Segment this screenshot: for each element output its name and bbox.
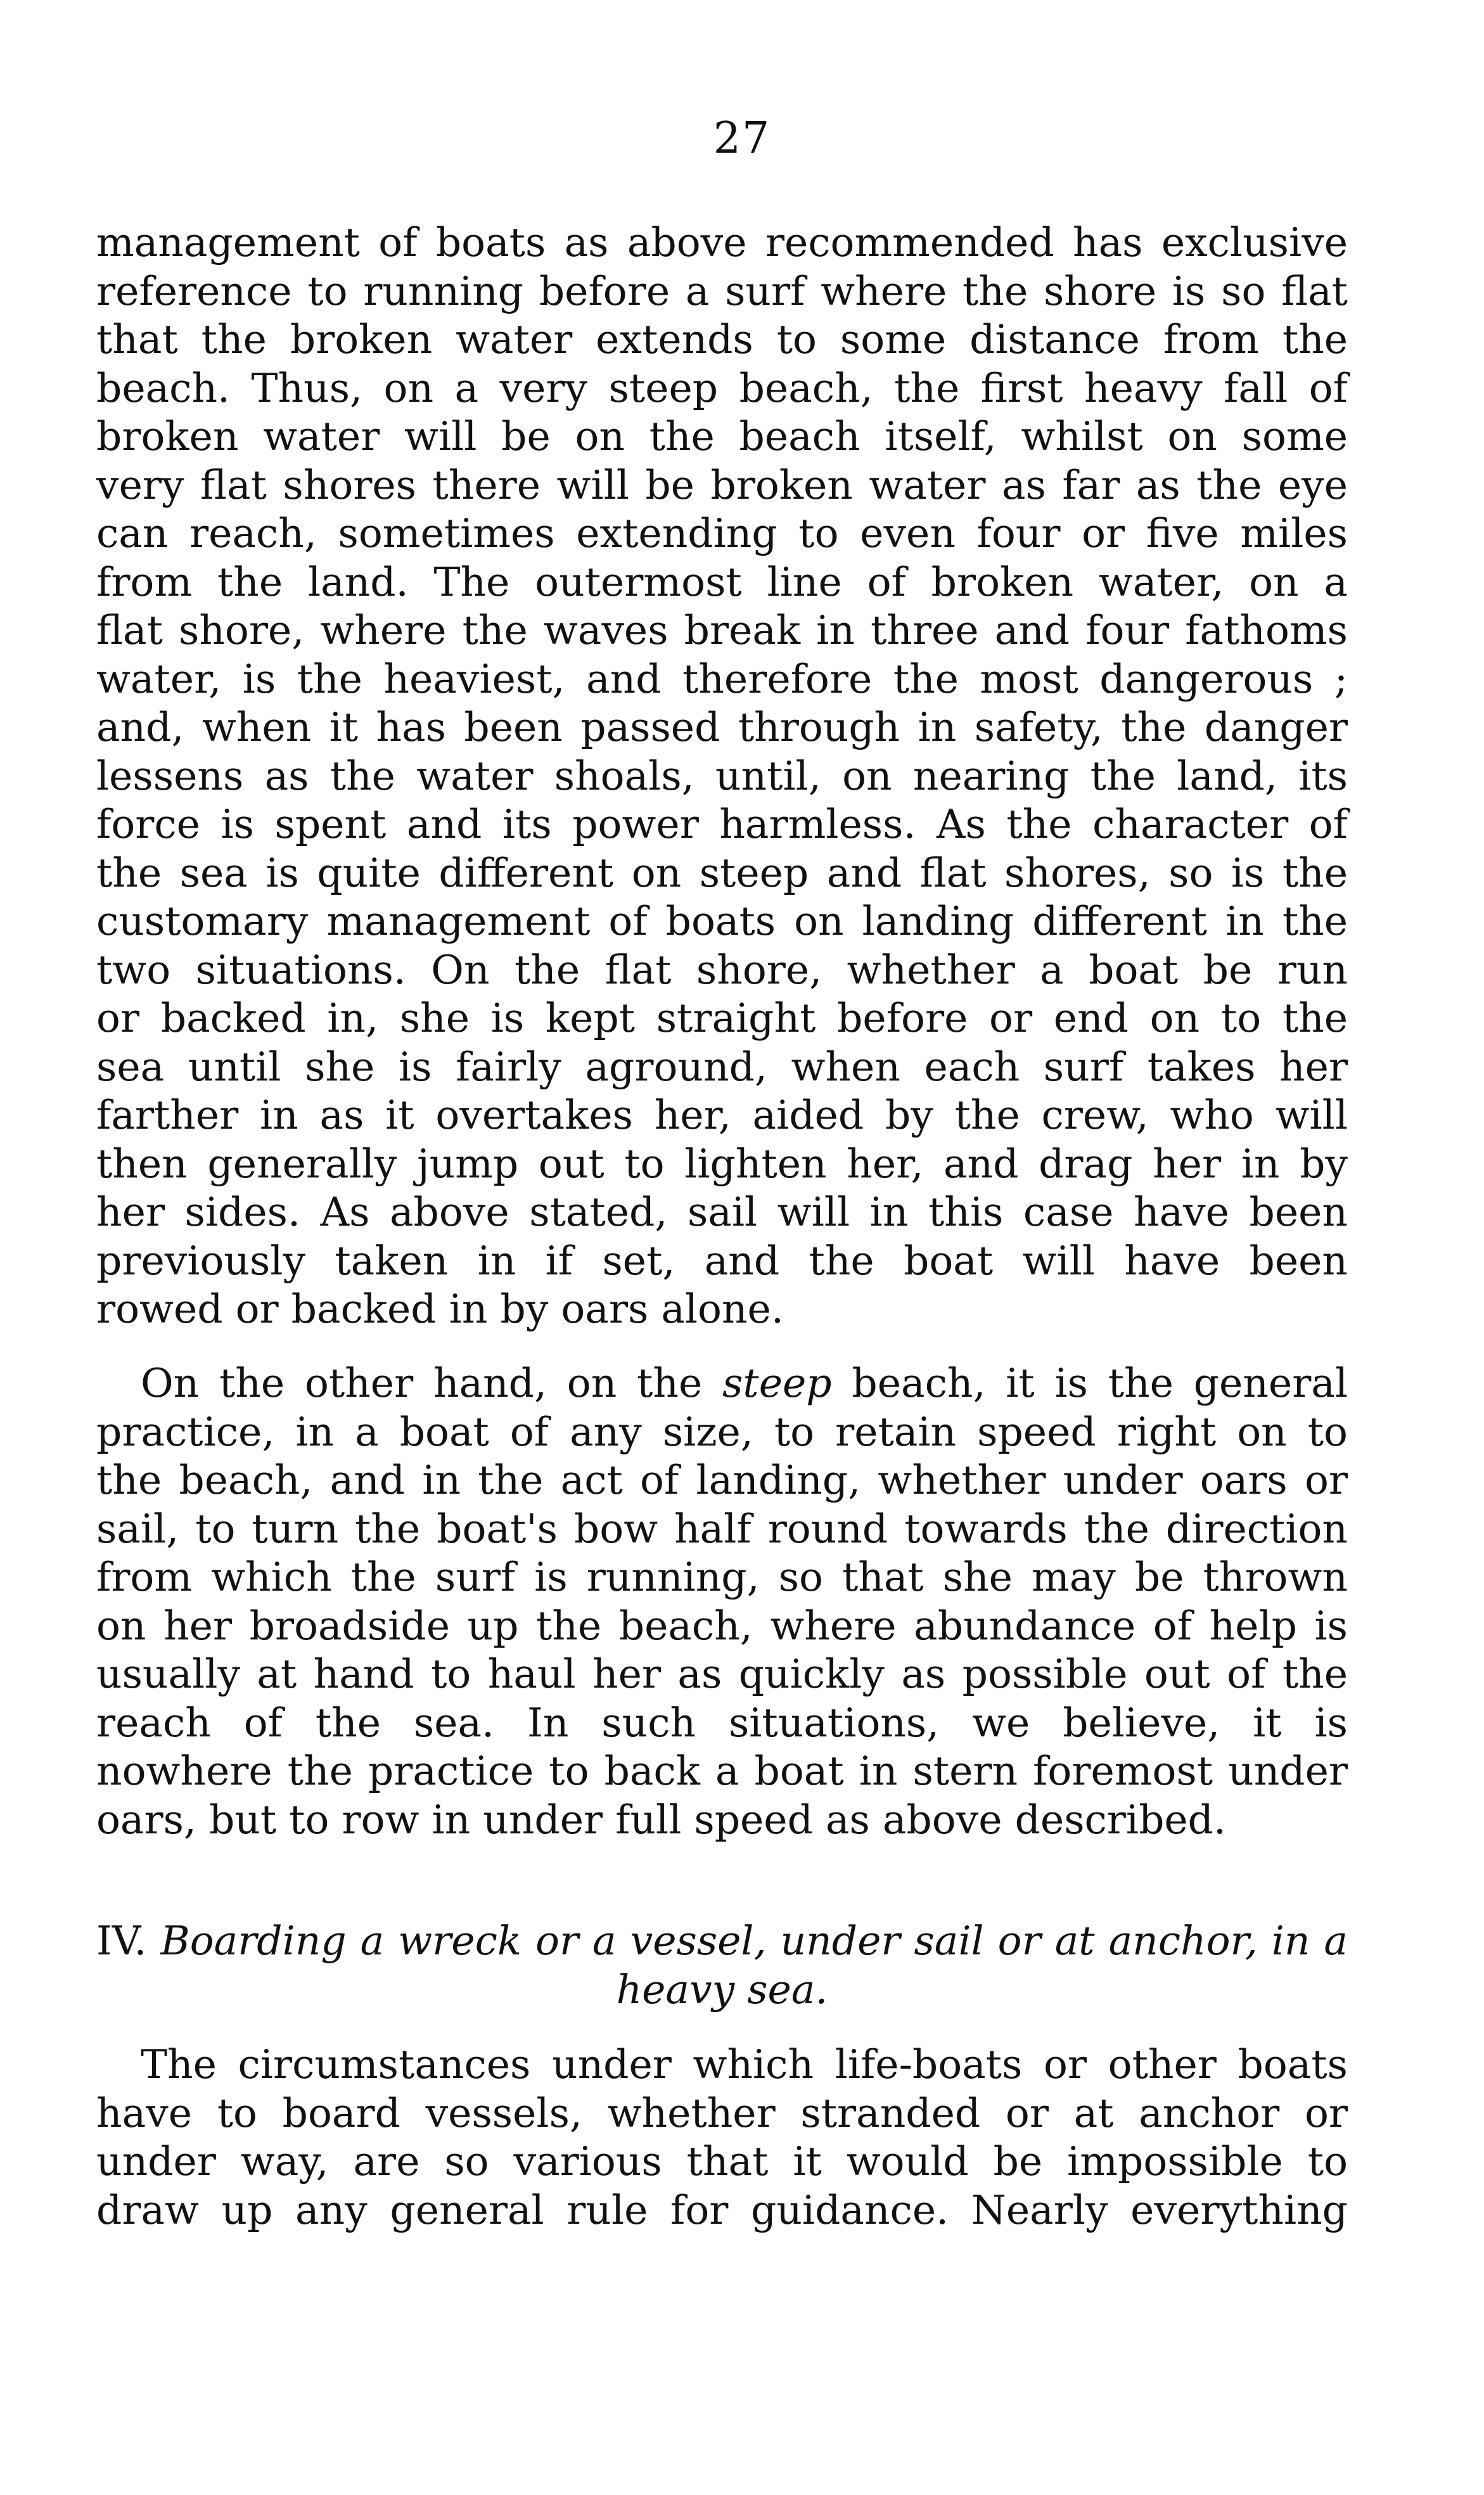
text-line: previously taken in if set, and the boat will have been	[96, 1237, 1348, 1284]
paragraph-2	[96, 1359, 1348, 1844]
text-line: reach of the sea. In such situations, we believe, it is	[96, 1699, 1348, 1746]
text-line: that the broken water extends to some distance from the	[96, 316, 1348, 362]
section-heading	[96, 1917, 1348, 2014]
text-line: the beach, and in the act of landing, whether under oars or	[96, 1457, 1348, 1503]
text-line: then generally jump out to lighten her, and drag her in by	[96, 1140, 1348, 1187]
text-line: from which the surf is running, so that she may be thrown	[96, 1554, 1348, 1600]
text-line: customary management of boats on landing different in the	[96, 898, 1348, 944]
text-line: The circumstances under which life-boats or other boats	[141, 2041, 1348, 2088]
text-line: two situations. On the flat shore, whether a boat be run	[96, 946, 1348, 993]
section-title: Boarding a wreck or a vessel, under sail or at anchor, in a	[160, 1918, 1348, 1964]
text-line: from the land. The outermost line of broken water, on a	[96, 558, 1348, 605]
text-line	[96, 1359, 1348, 1408]
text-line: or backed in, she is kept straight before or end on to the	[96, 995, 1348, 1041]
text-line: lessens as the water shoals, until, on nearing the land, its	[96, 752, 1348, 799]
text-line: management of boats as above recommended has exclusive	[96, 219, 1348, 266]
emphasis-text: steep	[722, 1360, 832, 1406]
paragraph-3	[96, 2041, 1348, 2235]
text-line: have to board vessels, whether stranded or at anchor or	[96, 2089, 1348, 2136]
text-run: On the other hand, on the	[141, 1360, 703, 1406]
text-line: beach. Thus, on a very steep beach, the first heavy fall of	[96, 364, 1348, 411]
text-line: sail, to turn the boat's bow half round towards the direction	[96, 1505, 1348, 1552]
text-line: very flat shores there will be broken water as far as the eye	[96, 461, 1348, 508]
text-line: broken water will be on the beach itself, whilst on some	[96, 413, 1348, 459]
text-line: can reach, sometimes extending to even four or five miles	[96, 510, 1348, 556]
text-line: farther in as it overtakes her, aided by the crew, who will	[96, 1092, 1348, 1138]
text-line: her sides. As above stated, sail will in this case have been	[96, 1189, 1348, 1235]
section-heading-line-1	[96, 1917, 1348, 1966]
text-line: rowed or backed in by oars alone.	[96, 1286, 784, 1332]
text-line: practice, in a boat of any size, to retain speed right on to	[96, 1408, 1348, 1455]
text-line: and, when it has been passed through in safety, the danger	[96, 704, 1348, 750]
text-line: nowhere the practice to back a boat in stern foremost under	[96, 1748, 1348, 1794]
text-run: beach, it is the general	[852, 1360, 1348, 1406]
paragraph-1	[96, 219, 1348, 1334]
page-number: 27	[713, 113, 771, 164]
section-numeral: IV.	[96, 1918, 147, 1964]
text-line: draw up any general rule for guidance. Nearly everything	[96, 2186, 1348, 2233]
text-line: sea until she is fairly aground, when each surf takes her	[96, 1043, 1348, 1090]
text-line: usually at hand to haul her as quickly as possible out of the	[96, 1651, 1348, 1697]
text-line: oars, but to row in under full speed as above described.	[96, 1796, 1227, 1843]
text-line: flat shore, where the waves break in three and four fathoms	[96, 607, 1348, 653]
text-line: under way, are so various that it would be impossible to	[96, 2138, 1348, 2184]
text-line: reference to running before a surf where the shore is so flat	[96, 267, 1348, 314]
text-line: force is spent and its power harmless. As the character of	[96, 801, 1348, 847]
section-heading-line-2: heavy sea.	[616, 1966, 828, 2013]
text-line: water, is the heaviest, and therefore the most dangerous ;	[96, 655, 1348, 702]
text-line: on her broadside up the beach, where abundance of help is	[96, 1602, 1348, 1649]
text-line: the sea is quite different on steep and flat shores, so is the	[96, 849, 1348, 896]
